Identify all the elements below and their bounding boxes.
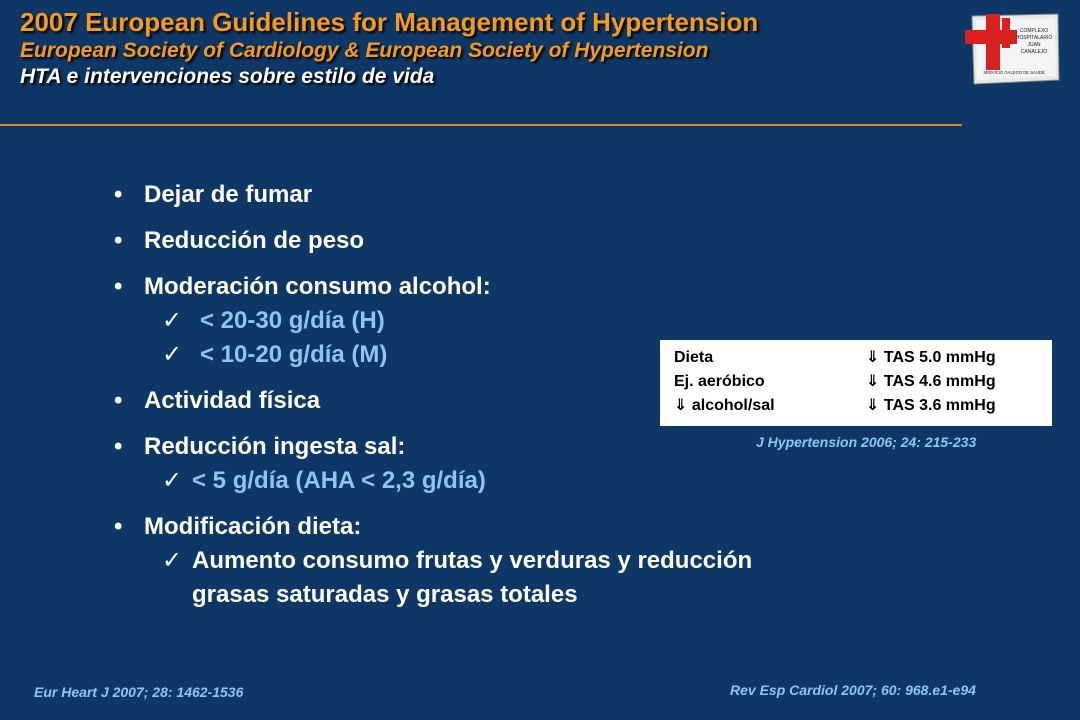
sub-item-text: < 10-20 g/día (M) [200,341,388,368]
effects-table [660,340,1052,426]
bullet-item: • Reducción de peso [112,224,912,258]
slide-title: 2007 European Guidelines for Management of Hypertension [20,7,759,37]
table-row [674,346,996,370]
checkmark-icon: ✓ [162,467,183,494]
sub-item-text: < 20-30 g/día (H) [200,307,385,334]
logo-line-4: CANALEJO [1020,49,1048,55]
checkmark-icon: ✓ [162,307,183,334]
logo-line-3: JUAN [1027,42,1041,48]
bullet-item: • Modificación dieta: [112,510,912,544]
table-cell-value: ⇓ TAS 5.0 mmHg [866,349,996,366]
table-cell-label: ⇓ alcohol/sal [674,397,775,414]
table-row [674,394,996,418]
table-cell-label: Dieta [674,349,714,366]
reference-right: Rev Esp Cardiol 2007; 60: 968.e1-e94 [730,682,976,698]
logo-footer: SERVICIO GALEGO DE SAUDE [983,70,1045,75]
bullet-item: • Reducción ingesta sal: [112,430,912,464]
down-arrow-icon: ⇓ [674,397,688,414]
down-arrow-icon: ⇓ [866,349,880,366]
sub-item-text: Aumento consumo frutas y verduras y reducción [192,547,753,574]
slide-header [20,6,758,90]
title-divider [0,124,962,126]
logo-line-2: HOSPITALARIO [1015,35,1053,41]
sub-item [112,304,912,338]
table-cell-label: Ej. aeróbico [674,373,765,390]
sub-item [112,464,912,498]
table-cell-value: ⇓ TAS 3.6 mmHg [866,397,996,414]
checkmark-icon: ✓ [162,547,183,574]
table-row [674,370,996,394]
down-arrow-icon: ⇓ [866,373,880,390]
sub-item-continuation [112,578,912,612]
reference-left: Eur Heart J 2007; 28: 1462-1536 [34,684,244,700]
table-reference: J Hypertension 2006; 24: 215-233 [756,434,977,450]
logo-line-1: COMPLEXO [1019,28,1049,34]
down-arrow-icon: ⇓ [866,397,880,414]
bullet-item: • Moderación consumo alcohol: [112,270,912,304]
hospital-logo [962,10,1062,88]
sub-item-text: < 5 g/día (AHA < 2,3 g/día) [192,467,486,494]
bullet-item: • Dejar de fumar [112,178,912,212]
sub-item [112,544,912,578]
checkmark-icon: ✓ [162,341,183,368]
table-cell-value: ⇓ TAS 4.6 mmHg [866,373,996,390]
bullet-item: • Actividad física [112,384,912,418]
slide-section-title: HTA e intervenciones sobre estilo de vida [20,65,435,88]
slide-subtitle: European Society of Cardiology & European Society of Hypertension [20,39,709,62]
sub-item-text: grasas saturadas y grasas totales [192,581,578,608]
